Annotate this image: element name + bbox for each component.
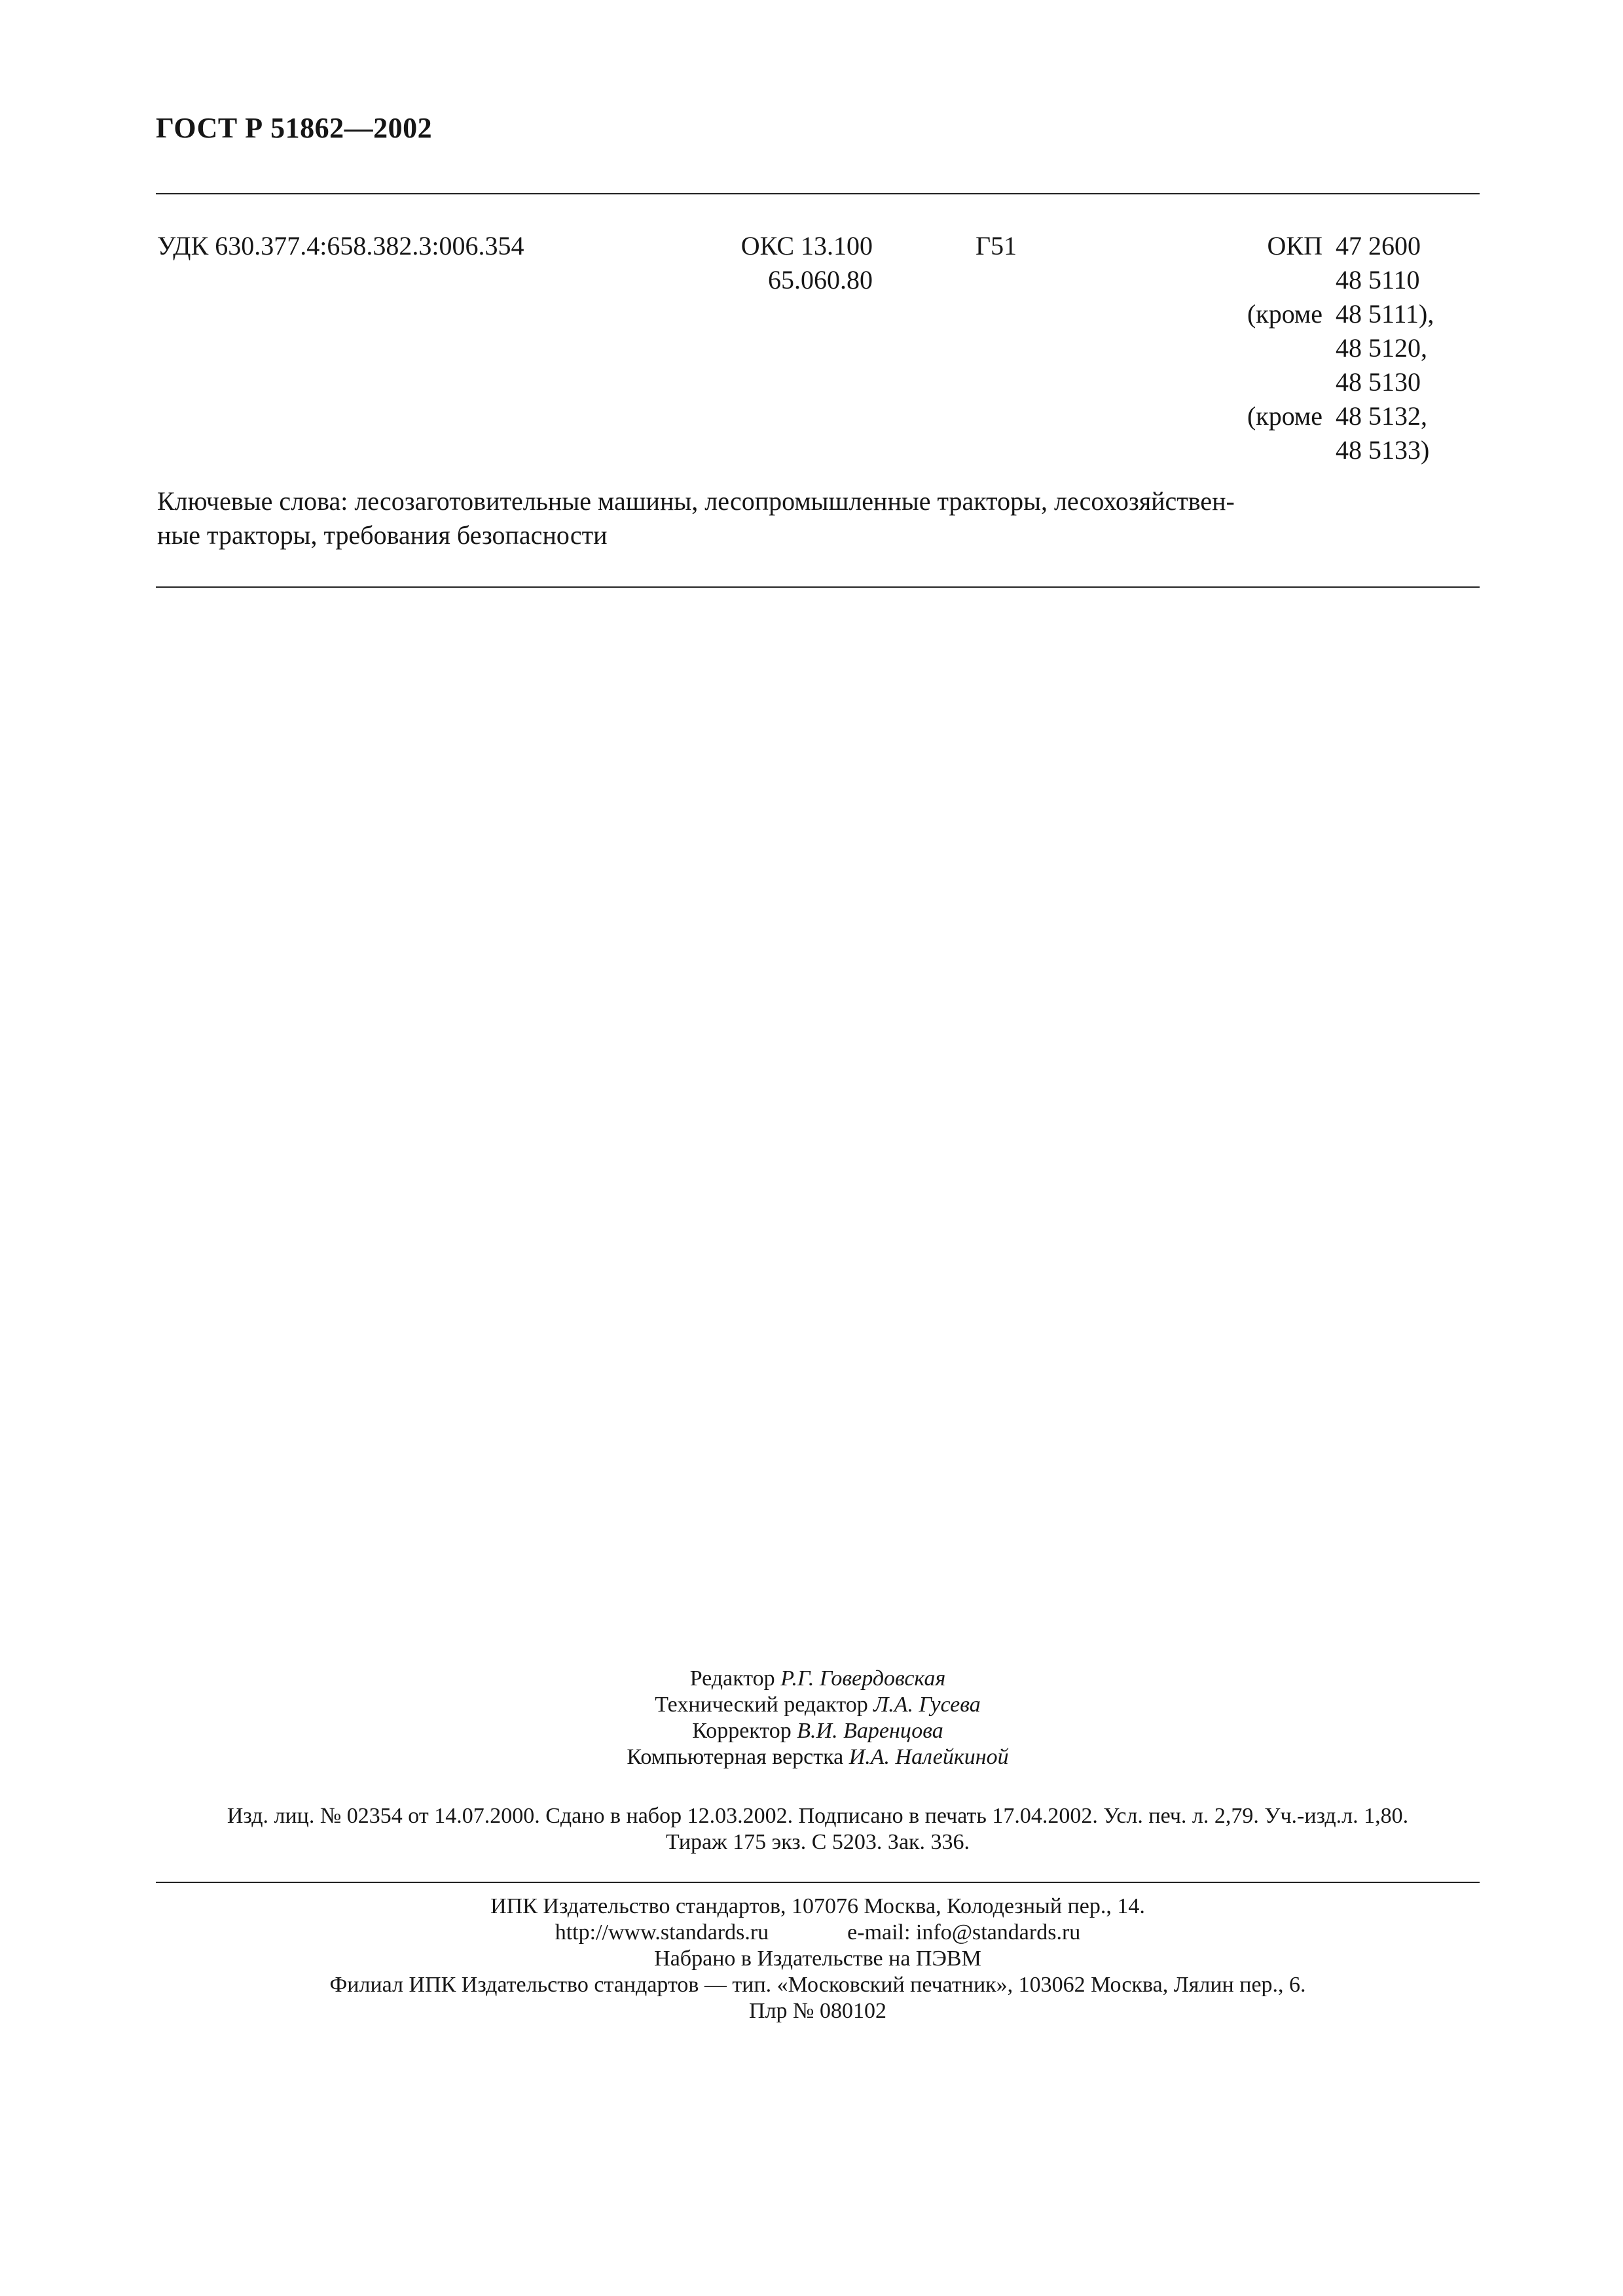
okp-label [1218, 263, 1336, 297]
okp-row [1218, 331, 1440, 365]
okp-value: 48 5130 [1336, 367, 1421, 397]
credit-role: Технический редактор [655, 1693, 868, 1717]
credit-role: Компьютерная верстка [627, 1745, 844, 1769]
publisher-contacts [156, 1920, 1480, 1946]
credit-proofreader [156, 1718, 1480, 1744]
credit-role: Редактор [689, 1666, 775, 1691]
okp-label: ОКП [1267, 231, 1322, 260]
credit-editor [156, 1666, 1480, 1692]
okp-codes [1218, 229, 1440, 467]
print-info [156, 1803, 1480, 1856]
credit-role: Корректор [692, 1719, 792, 1743]
editorial-credits [156, 1666, 1480, 1770]
print-line: Тираж 175 экз. С 5203. Зак. 336. [665, 1830, 970, 1854]
okp-value: 48 5110 [1336, 265, 1420, 295]
okp-label [1218, 433, 1336, 467]
publisher-address: ИПК Издательство стандартов, 107076 Москва, Колодезный пер., 14. [490, 1894, 1145, 1918]
okp-label: (кроме [1247, 299, 1322, 329]
keywords-divider [156, 586, 1480, 588]
oks-codes [650, 229, 873, 297]
keywords-line: ные тракторы, требования безопасности [157, 520, 608, 550]
okp-row [1218, 433, 1440, 467]
document-id: ГОСТ Р 51862—2002 [156, 112, 433, 144]
credit-person: И.А. Налейкиной [848, 1745, 1009, 1769]
publisher-email: e-mail: info@standards.ru [847, 1920, 1081, 1945]
okp-row [1218, 399, 1440, 433]
udk-code: УДК 630.377.4:658.382.3:006.354 [157, 231, 524, 260]
credit-person: В.И. Варенцова [797, 1719, 943, 1743]
printer-license: Плр № 080102 [749, 1999, 886, 2023]
publisher-info [156, 1893, 1480, 2024]
okp-row [1218, 229, 1440, 263]
top-divider [156, 193, 1480, 194]
okp-row [1218, 365, 1440, 399]
typeset-note: Набрано в Издательстве на ПЭВМ [654, 1946, 981, 1971]
print-line: Изд. лиц. № 02354 от 14.07.2000. Сдано в набор 12.03.2002. Подписано в печать 17.04.2002. Усл. печ. л. 2,79. Уч.-изд.л. 1,80. [227, 1804, 1409, 1828]
keywords-paragraph [157, 484, 1473, 552]
credit-person: Л.А. Гусева [873, 1693, 981, 1717]
printer-branch: Филиал ИПК Издательство стандартов — тип. «Московский печатник», 103062 Москва, Лялин пер., 6. [329, 1973, 1306, 1997]
okp-value: 47 2600 [1336, 231, 1421, 260]
oks-line: ОКС 13.100 [740, 231, 873, 260]
credit-person: Р.Г. Говердовская [780, 1666, 946, 1691]
imprint-divider [156, 1882, 1480, 1883]
credit-layout [156, 1744, 1480, 1770]
okp-value: 48 5133) [1336, 435, 1430, 465]
keywords-line: Ключевые слова: лесозаготовительные машины, лесопромышленные тракторы, лесохозяйствен- [157, 486, 1235, 516]
okp-label [1218, 331, 1336, 365]
group-code: Г51 [976, 231, 1017, 260]
okp-label: (кроме [1247, 401, 1322, 431]
okp-value: 48 5132, [1336, 401, 1427, 431]
okp-value: 48 5120, [1336, 333, 1427, 363]
credit-tech-editor [156, 1692, 1480, 1718]
okp-value: 48 5111), [1336, 299, 1434, 329]
publisher-url: http://www.standards.ru [555, 1920, 769, 1945]
okp-row [1218, 263, 1440, 297]
oks-line: 65.060.80 [768, 265, 873, 295]
okp-label [1218, 365, 1336, 399]
okp-row [1218, 297, 1440, 331]
